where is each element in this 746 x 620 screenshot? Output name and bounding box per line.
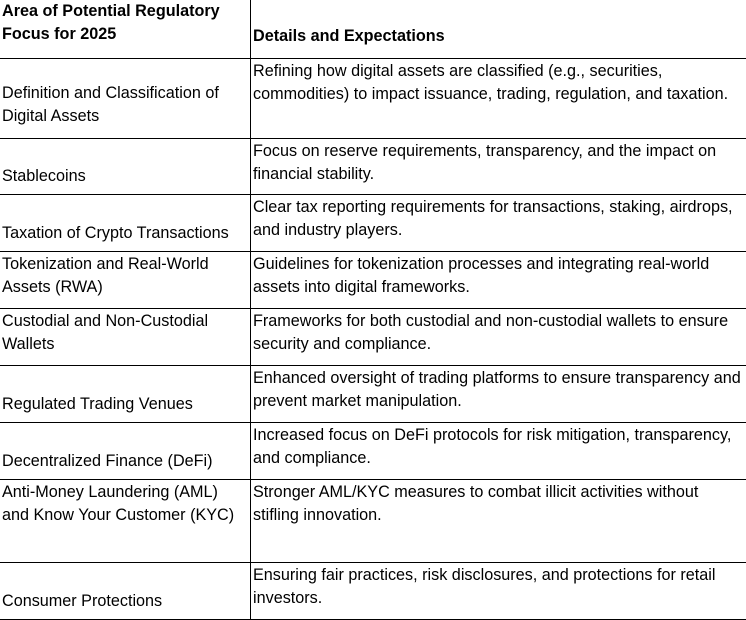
details-cell: Focus on reserve requirements, transparency, and the impact on financial stability.: [251, 139, 746, 195]
area-cell: Regulated Trading Venues: [0, 366, 251, 423]
table-row: [0, 252, 746, 309]
table-row: [0, 480, 746, 563]
area-cell: Decentralized Finance (DeFi): [0, 423, 251, 480]
details-cell: Frameworks for both custodial and non-custodial wallets to ensure security and compliance.: [251, 309, 746, 366]
area-cell: Consumer Protections: [0, 563, 251, 620]
details-cell: Guidelines for tokenization processes and integrating real-world assets into digital frameworks.: [251, 252, 746, 309]
table-row: [0, 309, 746, 366]
details-cell: Refining how digital assets are classified (e.g., securities, commodities) to impact issuance, trading, regulation, and taxation.: [251, 59, 746, 139]
area-cell: Taxation of Crypto Transactions: [0, 195, 251, 252]
table-row: [0, 423, 746, 480]
area-cell: Tokenization and Real-World Assets (RWA): [0, 252, 251, 309]
table-row: [0, 366, 746, 423]
details-cell: Stronger AML/KYC measures to combat illicit activities without stifling innovation.: [251, 480, 746, 563]
header-details: Details and Expectations: [251, 0, 746, 59]
area-cell: Anti-Money Laundering (AML) and Know Your Customer (KYC): [0, 480, 251, 563]
details-cell: Clear tax reporting requirements for transactions, staking, airdrops, and industry players.: [251, 195, 746, 252]
table-row: [0, 59, 746, 139]
table-row: [0, 563, 746, 620]
details-cell: Increased focus on DeFi protocols for risk mitigation, transparency, and compliance.: [251, 423, 746, 480]
area-cell: Definition and Classification of Digital Assets: [0, 59, 251, 139]
header-area: Area of Potential Regulatory Focus for 2025: [0, 0, 251, 59]
area-cell: Stablecoins: [0, 139, 251, 195]
table-row: [0, 139, 746, 195]
table-row: [0, 195, 746, 252]
details-cell: Enhanced oversight of trading platforms to ensure transparency and prevent market manipulation.: [251, 366, 746, 423]
details-cell: Ensuring fair practices, risk disclosures, and protections for retail investors.: [251, 563, 746, 620]
table-header-row: [0, 0, 746, 59]
area-cell: Custodial and Non-Custodial Wallets: [0, 309, 251, 366]
